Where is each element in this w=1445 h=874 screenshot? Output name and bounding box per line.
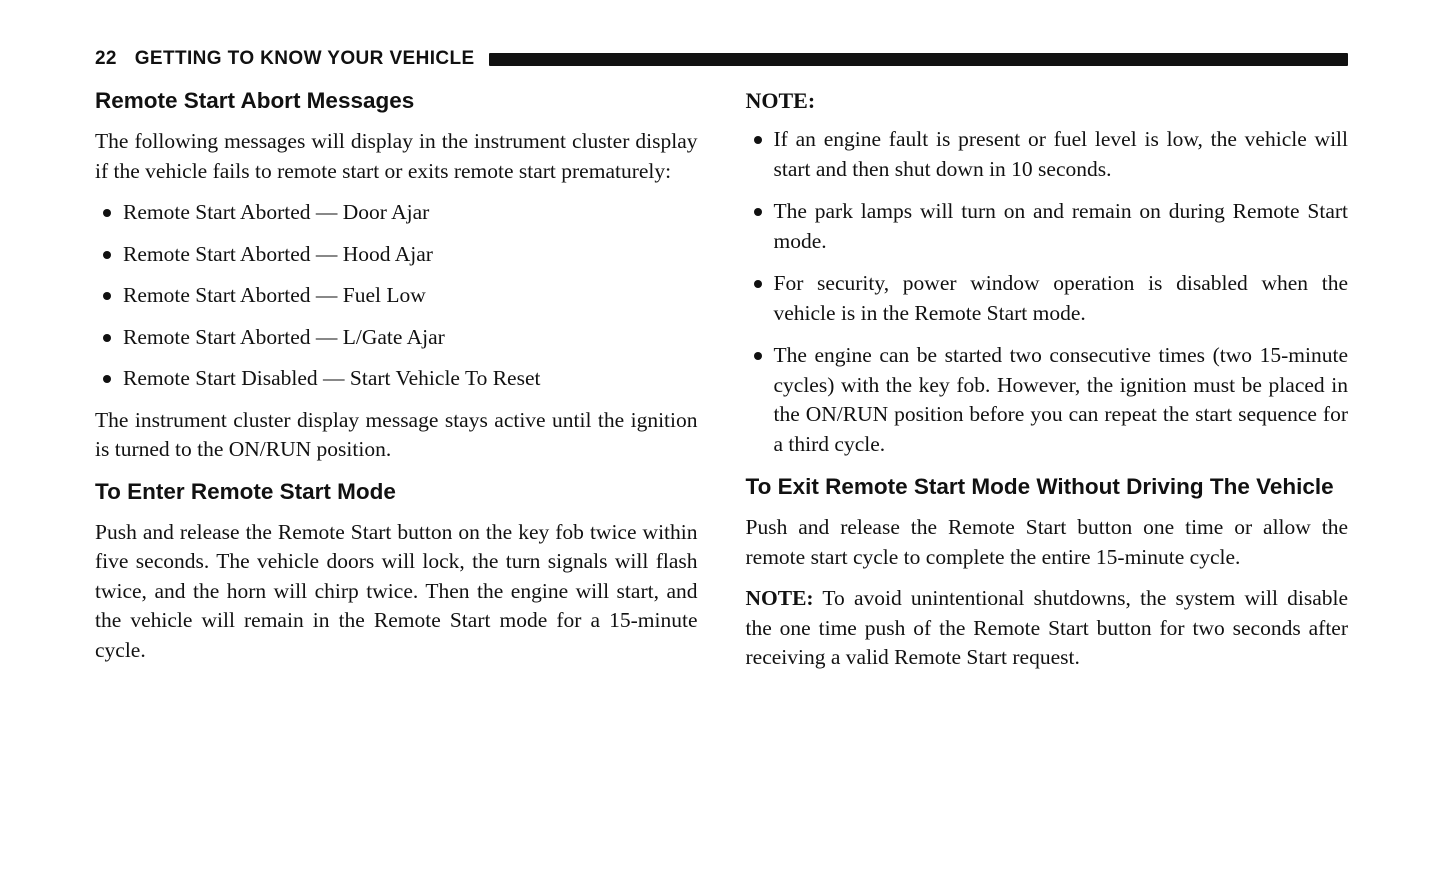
note-list [746,125,1349,459]
list-item: The engine can be started two consecutive times (two 15-minute cycles) with the key fob. However, the ignition must be placed in the ON/RUN position before you can repeat the start sequence for a third cycle. [746,341,1349,459]
page-number: 22 [95,48,117,69]
list-item: If an engine fault is present or fuel level is low, the vehicle will start and then shut down in 10 seconds. [746,125,1349,184]
list-item: The park lamps will turn on and remain on during Remote Start mode. [746,197,1349,256]
list-item: For security, power window operation is disabled when the vehicle is in the Remote Start mode. [746,269,1349,328]
header-rule-bar [489,53,1348,66]
chapter-title: GETTING TO KNOW YOUR VEHICLE [134,48,475,69]
abort-messages-intro: The following messages will display in the instrument cluster display if the vehicle fails to remote start or exits remote start prematurely: [95,129,698,183]
section-heading-abort-messages: Remote Start Abort Messages [95,88,415,113]
abort-messages-list [95,198,698,394]
note-heading: NOTE: [745,88,816,113]
abort-messages-outro: The instrument cluster display message stays active until the ignition is turned to the ON/RUN position. [95,407,698,461]
list-item: Remote Start Aborted — Door Ajar [95,198,698,228]
exit-remote-start-body: Push and release the Remote Start button one time or allow the remote start cycle to complete the entire 15-minute cycle. [745,515,1348,569]
list-item: Remote Start Aborted — Fuel Low [95,281,698,311]
enter-remote-start-body: Push and release the Remote Start button on the key fob twice within five seconds. The vehicle doors will lock, the turn signals will flash twice, and the horn will chirp twice. Then the engine will start, and the vehicle will remain in the Remote Start mode for a 15-minute cycle. [95,519,698,662]
right-column [746,86,1349,673]
section-heading-exit-remote-start: To Exit Remote Start Mode Without Driving The Vehicle [745,474,1334,499]
section-heading-enter-remote-start: To Enter Remote Start Mode [95,478,396,504]
note-label: NOTE: [745,586,814,610]
page-header [95,48,1348,70]
left-column [95,86,698,673]
note-text: To avoid unintentional shutdowns, the system will disable the one time push of the Remote Start button for two seconds after receiving a valid Remote Start request. [745,586,1348,669]
list-item: Remote Start Aborted — L/Gate Ajar [95,323,698,353]
two-column-layout [95,86,1348,673]
list-item: Remote Start Disabled — Start Vehicle To Reset [95,364,698,394]
note-paragraph [746,584,1349,673]
list-item: Remote Start Aborted — Hood Ajar [95,240,698,270]
